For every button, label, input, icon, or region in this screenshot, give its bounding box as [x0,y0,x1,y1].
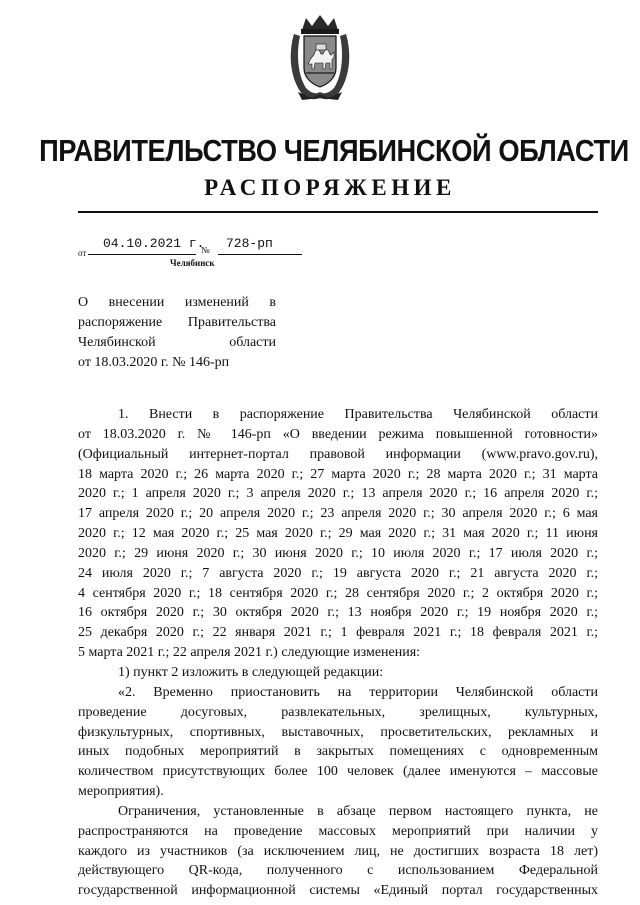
body-line: 1. Внести в распоряжение Правительства Челябинской области [118,407,598,422]
number-label: № [201,245,210,255]
body-line: действующего QR-кода, полученного с использованием Федеральной [78,863,598,879]
date-underline [88,254,196,255]
number-underline [218,254,302,255]
body-line: «2. Временно приостановить на территории Челябинской области [118,684,598,700]
body-line: (Официальный интернет-портал правовой информации (www.pravo.gov.ru), [78,446,598,462]
body-line: 2020 г.; 29 июня 2020 г.; 30 июня 2020 г.; 10 июля 2020 г.; 17 июля 2020 г.; [78,545,598,561]
body-line: от 18.03.2020 г. № 146-рп «О введении режима повышенной готовности» [78,426,598,442]
body-line: 1) пункт 2 изложить в следующей редакции: [118,664,384,680]
body-line: иных подобных мероприятий в закрытых помещениях с одновременным [78,744,598,760]
body-line: государственной информационной системы «Единый портал государственных [78,883,598,899]
subject-line: распоряжение Правительства [78,315,276,330]
document-type-heading: РАСПОРЯЖЕНИЕ [204,175,456,200]
body-line: мероприятия). [78,784,164,800]
body-line: распространяются на проведение массовых мероприятий при наличии у [78,823,598,839]
body-line: количеством присутствующих более 100 человек (далее именуются – массовые [78,764,598,780]
body-line: 24 июля 2020 г.; 7 августа 2020 г.; 19 августа 2020 г.; 21 августа 2020 г.; [78,565,598,581]
header-rule [78,211,598,213]
body-line: Ограничения, установленные в абзаце первом настоящего пункта, не [118,803,598,819]
document-number: 728-рп [226,236,273,251]
body-line: 2020 г.; 1 апреля 2020 г.; 3 апреля 2020 г.; 13 апреля 2020 г.; 16 апреля 2020 г.; [78,486,598,502]
body-line: проведение досуговых, развлекательных, зрелищных, культурных, [78,704,598,720]
date-from-label: от [78,248,87,258]
body-line: каждого из участников (за исключением лиц, не достигших возраста 18 лет) [78,843,598,859]
body-line: 2020 г.; 12 мая 2020 г.; 25 мая 2020 г.; 29 мая 2020 г.; 31 мая 2020 г.; 11 июня [78,526,598,542]
subject-line: от 18.03.2020 г. № 146-рп [78,355,230,370]
subject-line: Челябинской области [78,335,276,350]
city-label: Челябинск [170,258,215,268]
body-line: 5 марта 2021 г.; 22 апреля 2021 г.) следующие изменения: [78,645,421,661]
body-line: физкультурных, спортивных, выставочных, просветительских, рекламных и [78,724,598,740]
organization-title: ПРАВИТЕЛЬСТВО ЧЕЛЯБИНСКОЙ ОБЛАСТИ [39,133,629,168]
body-line: 18 марта 2020 г.; 26 марта 2020 г.; 27 марта 2020 г.; 28 марта 2020 г.; 31 марта [78,466,598,482]
document-body [78,405,598,901]
body-line: 17 апреля 2020 г.; 20 апреля 2020 г.; 23 апреля 2020 г.; 30 апреля 2020 г.; 6 мая [78,506,598,522]
document-subject [78,293,276,373]
coat-of-arms-emblem [288,14,352,102]
body-line: 4 сентября 2020 г.; 18 сентября 2020 г.; 28 сентября 2020 г.; 2 октября 2020 г.; [78,585,598,601]
body-line: 16 октября 2020 г.; 30 октября 2020 г.; 13 ноября 2020 г.; 19 ноября 2020 г.; [78,605,598,621]
document-date: 04.10.2021 г. [103,236,205,251]
body-line: 25 декабря 2020 г.; 22 января 2021 г.; 1 февраля 2021 г.; 18 февраля 2021 г.; [78,625,598,641]
subject-line: О внесении изменений в [78,295,276,310]
